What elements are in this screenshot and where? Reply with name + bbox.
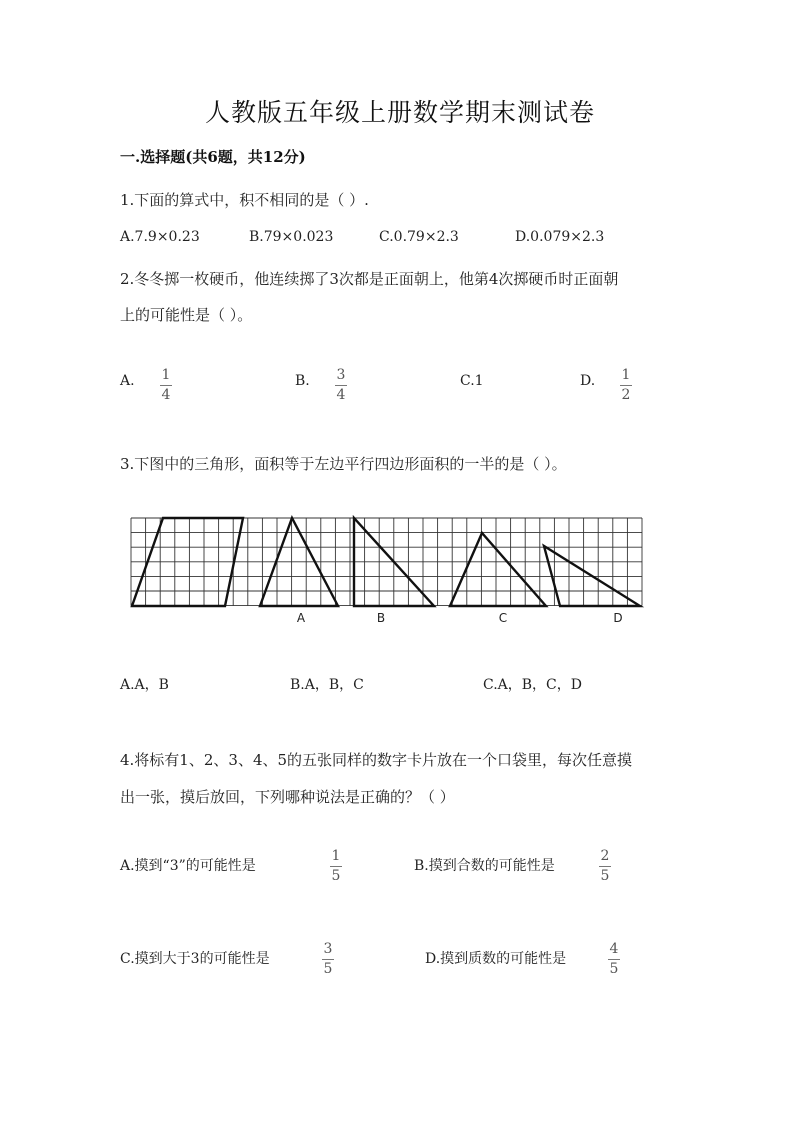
q1-option-c: C.0.79×2.3	[379, 229, 459, 245]
fraction-denominator: 2	[621, 387, 631, 403]
fraction-numerator: 2	[600, 848, 610, 864]
figure-label-c: C	[498, 611, 508, 625]
question-4-line1: 4.将标有1、2、3、4、5的五张同样的数字卡片放在一个口袋里，每次任意摸	[120, 751, 633, 769]
question-3-text: 3.下图中的三角形，面积等于左边平行四边形面积的一半的是（ ）。	[120, 455, 567, 473]
q2-option-b-fraction	[335, 367, 347, 404]
fraction-bar	[620, 385, 632, 386]
q4-option-b-fraction	[599, 848, 611, 885]
fraction-numerator: 3	[323, 941, 333, 957]
q2-option-d-label: D.	[580, 373, 596, 389]
q4-option-d-fraction	[608, 941, 620, 978]
q4-option-c-fraction	[322, 941, 334, 978]
fraction-denominator: 4	[161, 387, 171, 403]
fraction-denominator: 5	[609, 961, 619, 977]
q2-option-a-label: A.	[120, 373, 135, 389]
fraction-numerator: 4	[609, 941, 619, 957]
q1-option-a: A.7.9×0.23	[120, 229, 200, 245]
q4-option-a-fraction	[330, 848, 342, 885]
figure-label-d: D	[613, 611, 623, 625]
question-4-line2: 出一张，摸后放回，下列哪种说法是正确的？（ ）	[120, 788, 455, 806]
q1-option-d: D.0.079×2.3	[515, 229, 605, 245]
question-2-line1: 2.冬冬掷一枚硬币，他连续掷了3次都是正面朝上，他第4次掷硬币时正面朝	[120, 270, 619, 288]
q3-option-c: C.A，B，C，D	[483, 677, 582, 693]
fraction-numerator: 1	[331, 848, 341, 864]
fraction-numerator: 1	[161, 367, 171, 383]
figure-label-b: B	[376, 611, 386, 625]
fraction-bar	[599, 866, 611, 867]
grid-figure	[120, 510, 660, 630]
q2-option-b-label: B.	[295, 373, 310, 389]
page-title: 人教版五年级上册数学期末测试卷	[204, 98, 595, 127]
q2-option-d-fraction	[620, 367, 632, 404]
question-2-line2: 上的可能性是（ ）。	[120, 306, 253, 324]
question-1-text: 1.下面的算式中，积不相同的是（ ）.	[120, 191, 369, 209]
fraction-bar	[335, 385, 347, 386]
grid-lines	[131, 518, 642, 606]
q4-option-d-label: D.摸到质数的可能性是	[425, 951, 567, 967]
q2-option-c: C.1	[460, 373, 484, 389]
q1-option-b: B.79×0.023	[249, 229, 334, 245]
figure-label-a: A	[296, 611, 306, 625]
q4-option-c-label: C.摸到大于3的可能性是	[120, 951, 270, 967]
section-heading: 一.选择题(共6题，共12分)	[120, 148, 306, 166]
fraction-bar	[160, 385, 172, 386]
fraction-denominator: 5	[600, 868, 610, 884]
fraction-bar	[608, 959, 620, 960]
q3-option-a: A.A，B	[120, 677, 169, 693]
q4-option-a-label: A.摸到“3”的可能性是	[120, 858, 256, 874]
q3-option-b: B.A，B，C	[290, 677, 364, 693]
fraction-bar	[330, 866, 342, 867]
fraction-numerator: 1	[621, 367, 631, 383]
fraction-bar	[322, 959, 334, 960]
fraction-denominator: 5	[331, 868, 341, 884]
q4-option-b-label: B.摸到合数的可能性是	[414, 858, 555, 874]
q2-option-a-fraction	[160, 367, 172, 404]
fraction-numerator: 3	[336, 367, 346, 383]
triangle-c-shape	[450, 533, 546, 606]
fraction-denominator: 4	[336, 387, 346, 403]
fraction-denominator: 5	[323, 961, 333, 977]
